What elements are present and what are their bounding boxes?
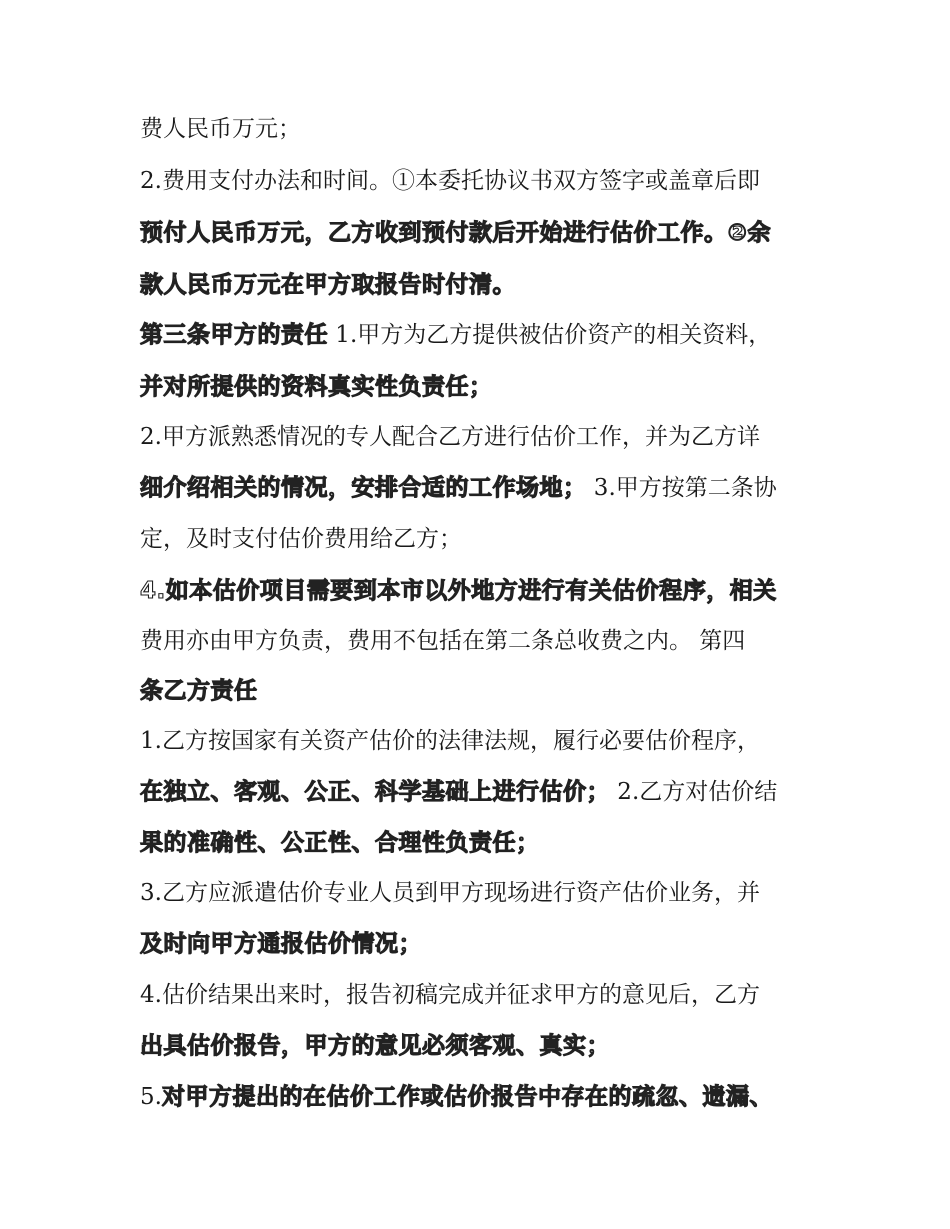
text-line bbox=[140, 624, 820, 658]
text-run: 2.费用支付办法和时间。①本委托协议书双方签字或盖章后即 bbox=[140, 168, 760, 194]
text-run: 在独立、客观、公正、科学基础上进行估价； bbox=[140, 779, 610, 805]
text-run: 4.估价结果出来时，报告初稿完成并征求甲方的意见后，乙方 bbox=[140, 982, 760, 1008]
text-run: 费人民币万元； bbox=[140, 116, 301, 142]
text-run: 3.甲方按第二条协 bbox=[586, 475, 777, 501]
text-run: 款人民币万元在甲方取报告时付清。 bbox=[140, 272, 516, 298]
text-line bbox=[140, 216, 820, 250]
text-line bbox=[140, 927, 820, 961]
text-line bbox=[140, 1080, 820, 1114]
text-run: 2.乙方对估价结 bbox=[610, 779, 778, 805]
text-run: 出具估价报告，甲方的意见必须客观、真实； bbox=[140, 1033, 610, 1059]
text-run: 对甲方提出的在估价工作或估价报告中存在的疏忽、遗漏、 bbox=[161, 1084, 773, 1110]
text-line bbox=[140, 471, 820, 505]
text-line bbox=[140, 522, 820, 556]
text-run: 3.乙方应派遣估价专业人员到甲方现场进行资产估价业务，并 bbox=[140, 880, 760, 906]
text-line bbox=[140, 674, 820, 708]
text-run: 4.如本估价项目需要到本市以外地方进行有关估价程序，相关 bbox=[140, 578, 777, 604]
text-run: 并对所提供的资料真实性负责任； bbox=[140, 374, 493, 400]
text-run: 果的准确性、公正性、合理性负责任； bbox=[140, 830, 540, 856]
text-line bbox=[140, 164, 820, 198]
text-line bbox=[140, 112, 820, 146]
text-run: 1.甲方为乙方提供被估价资产的相关资料， bbox=[328, 322, 772, 348]
text-run: 5. bbox=[140, 1084, 162, 1110]
text-line bbox=[140, 574, 820, 608]
text-line bbox=[140, 268, 820, 302]
text-line bbox=[140, 1029, 820, 1063]
text-run: 条乙方责任 bbox=[140, 678, 258, 704]
text-run: 预付人民币万元，乙方收到预付款后开始进行估价工作。②余 bbox=[140, 220, 771, 246]
text-line bbox=[140, 876, 820, 910]
text-run: 1.乙方按国家有关资产估价的法律法规，履行必要估价程序， bbox=[140, 728, 760, 754]
text-line bbox=[140, 318, 820, 352]
text-line bbox=[140, 826, 820, 860]
text-line bbox=[140, 724, 820, 758]
text-run: 定，及时支付估价费用给乙方； bbox=[140, 526, 462, 552]
text-run: 费用亦由甲方负责，费用不包括在第二条总收费之内。 第四 bbox=[140, 628, 746, 654]
text-run: 2.甲方派熟悉情况的专人配合乙方进行估价工作，并为乙方详 bbox=[140, 424, 760, 450]
text-line bbox=[140, 775, 820, 809]
text-run: 第三条甲方的责任 bbox=[140, 322, 328, 348]
text-run: 及时向甲方通报估价情况； bbox=[140, 931, 422, 957]
text-run: 细介绍相关的情况，安排合适的工作场地； bbox=[140, 475, 587, 501]
text-line bbox=[140, 978, 820, 1012]
text-line bbox=[140, 370, 820, 404]
text-line bbox=[140, 420, 820, 454]
